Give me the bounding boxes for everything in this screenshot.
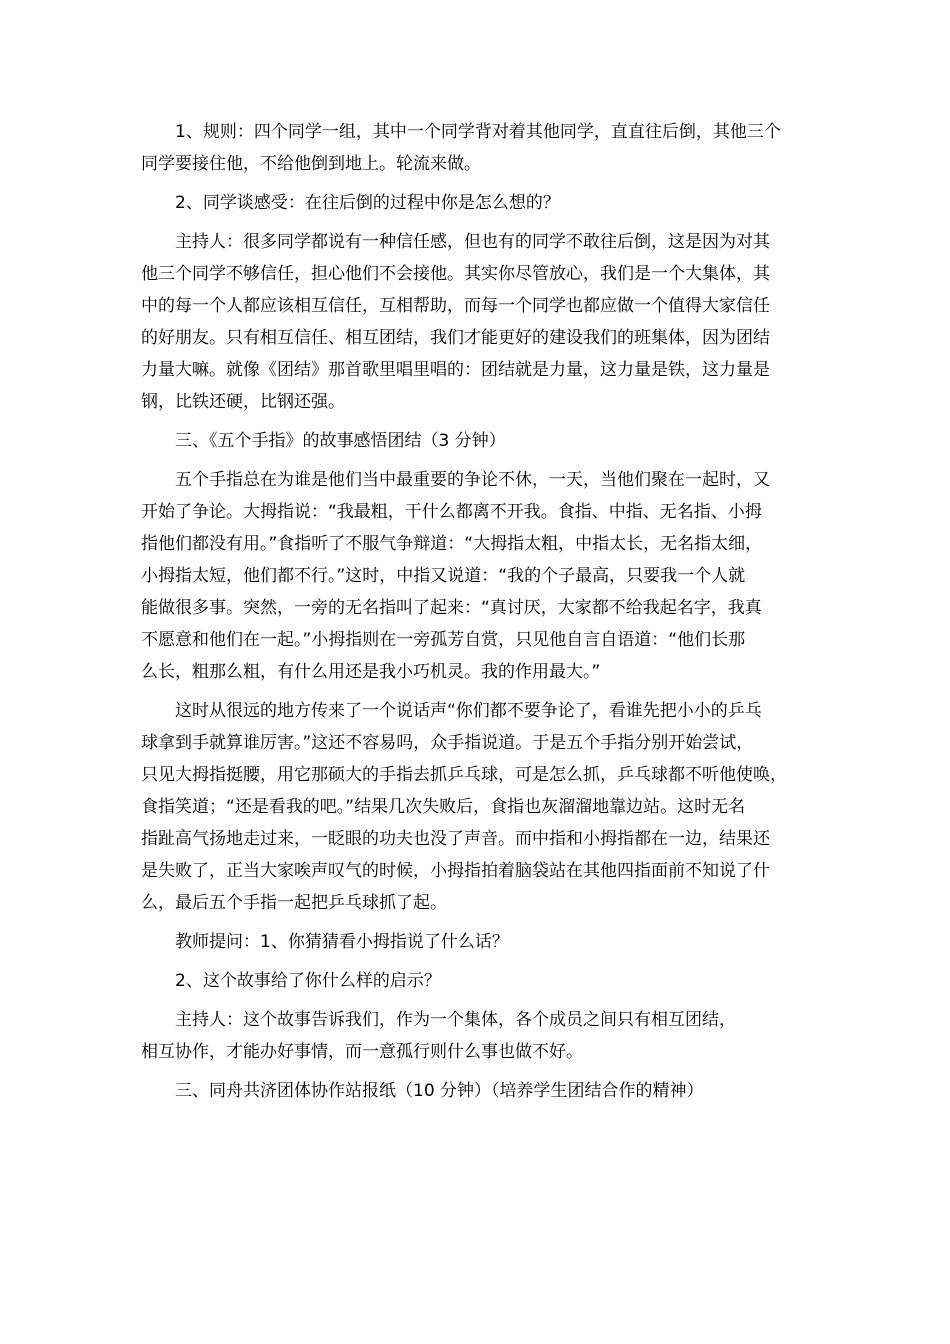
text-line: 小拇指太短，他们都不行。”这时，中指又说道：“我的个子最高，只要我一个人就: [141, 566, 746, 586]
text-line: 三、同舟共济团体协作站报纸（10 分钟）（培养学生团结合作的精神）: [175, 1081, 704, 1101]
text-line: 中的每一个人都应该相互信任，互相帮助，而每一个同学也都应做一个值得大家信任: [141, 296, 770, 316]
text-line: 三、《五个手指》的故事感悟团结（3 分钟）: [175, 431, 506, 451]
text-line: 1、规则：四个同学一组，其中一个同学背对着其他同学，直直往后倒，其他三个: [175, 122, 781, 142]
rule-paragraph: [141, 116, 821, 180]
text-line: 么长，粗那么粗，有什么用还是我小巧机灵。我的作用最大。”: [141, 662, 601, 682]
section-heading-newspaper: [141, 1075, 821, 1107]
text-line: 2、这个故事给了你什么样的启示？: [175, 971, 441, 991]
story-paragraph-2: [141, 695, 821, 919]
text-line: 同学要接住他，不给他倒到地上。轮流来做。: [141, 154, 481, 174]
text-line: 力量大嘛。就像《团结》那首歌里唱里唱的：团结就是力量，这力量是铁，这力量是: [141, 360, 770, 380]
text-line: 么，最后五个手指一起把乒乓球抓了起。: [141, 893, 447, 913]
text-line: 只见大拇指挺腰，用它那硕大的手指去抓乒乓球，可是怎么抓，乒乓球都不听他使唤，: [141, 765, 787, 785]
document-body: [141, 116, 821, 1107]
text-line: 不愿意和他们在一起。”小拇指则在一旁孤芳自赏，只见他自言自语道：“他们长那: [141, 630, 746, 650]
section-heading-five-fingers: [141, 425, 821, 457]
text-line: 指趾高气扬地走过来，一眨眼的功夫也没了声音。而中指和小拇指都在一边，结果还: [141, 829, 770, 849]
text-line: 他三个同学不够信任，担心他们不会接他。其实你尽管放心，我们是一个大集体，其: [141, 264, 770, 284]
text-line: 能做很多事。突然，一旁的无名指叫了起来：“真讨厌，大家都不给我起名字，我真: [141, 598, 762, 618]
text-line: 的好朋友。只有相互信任、相互团结，我们才能更好的建设我们的班集体，因为团结: [141, 328, 770, 348]
teacher-question-2: [141, 965, 821, 997]
text-line: 主持人：很多同学都说有一种信任感，但也有的同学不敢往后倒，这是因为对其: [175, 232, 770, 252]
text-line: 这时从很远的地方传来了一个说话声“你们都不要争论了，看谁先把小小的乒乓: [175, 701, 762, 721]
text-line: 教师提问：1、你猜猜看小拇指说了什么话？: [175, 932, 509, 952]
text-line: 2、同学谈感受：在往后倒的过程中你是怎么想的？: [175, 193, 560, 213]
text-line: 球拿到手就算谁厉害。”这还不容易吗，众手指说道。于是五个手指分别开始尝试，: [141, 733, 754, 753]
text-line: 主持人：这个故事告诉我们，作为一个集体，各个成员之间只有相互团结，: [175, 1010, 736, 1030]
story-paragraph-1: [141, 464, 821, 688]
teacher-question-1: [141, 926, 821, 958]
host-summary-paragraph: [141, 1004, 821, 1068]
text-line: 开始了争论。大拇指说：“我最粗，干什么都离不开我。食指、中指、无名指、小拇: [141, 502, 762, 522]
text-line: 食指笑道；“还是看我的吧。”结果几次失败后，食指也灰溜溜地靠边站。这时无名: [141, 797, 746, 817]
host-trust-paragraph: [141, 226, 821, 418]
text-line: 五个手指总在为谁是他们当中最重要的争论不休，一天，当他们聚在一起时，又: [175, 470, 770, 490]
text-line: 是失败了，正当大家唉声叹气的时候，小拇指拍着脑袋站在其他四指面前不知说了什: [141, 861, 770, 881]
text-line: 相互协作，才能办好事情，而一意孤行则什么事也做不好。: [141, 1042, 583, 1062]
feelings-paragraph: [141, 187, 821, 219]
text-line: 指他们都没有用。”食指听了不服气争辩道：“大拇指太粗，中指太长，无名指太细，: [141, 534, 763, 554]
text-line: 钢，比铁还硬，比钢还强。: [141, 392, 345, 412]
